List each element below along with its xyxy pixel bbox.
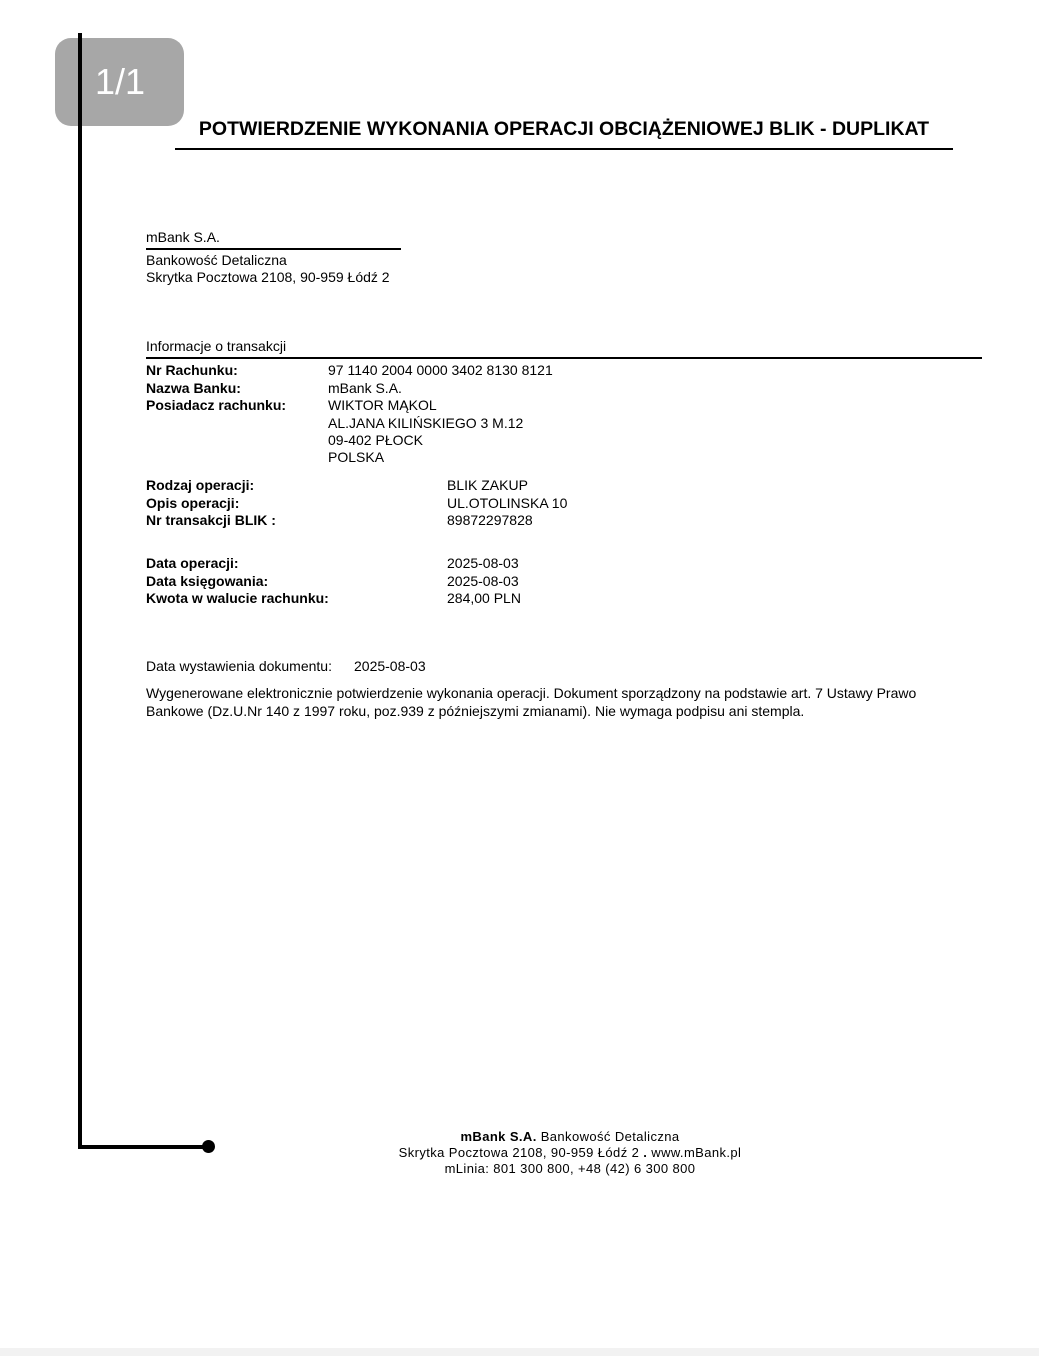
booking-date-value: 2025-08-03 (447, 573, 519, 589)
bank-name-value: mBank S.A. (328, 380, 402, 396)
viewer-bottom-strip (0, 1348, 1039, 1356)
blik-transaction-label: Nr transakcji BLIK : (146, 512, 276, 528)
legal-note: Wygenerowane elektronicznie potwierdzenie wykonania operacji. Dokument sporządzony na podstawie art. 7 Ustawy Prawo Bankowe (Dz.U.Nr 140 z 1997 roku, poz.939 z późniejszymi zmianami). Nie wymaga podpisu ani stempla. (146, 685, 917, 719)
decorative-dot (202, 1140, 215, 1153)
operation-type-value: BLIK ZAKUP (447, 477, 528, 493)
holder-line: POLSKA (328, 449, 385, 465)
footer-website-link[interactable]: www.mBank.pl (651, 1145, 742, 1160)
footer (360, 1129, 780, 1177)
holder-line: 09-402 PŁOCK (328, 432, 423, 448)
footer-separator: . (639, 1145, 652, 1160)
footer-address: Skrytka Pocztowa 2108, 90-959 Łódź 2 (398, 1145, 640, 1160)
holder-line: WIKTOR MĄKOL (328, 397, 437, 413)
operation-date-label: Data operacji: (146, 555, 239, 571)
title-underline (175, 148, 953, 150)
amount-value: 284,00 PLN (447, 590, 521, 606)
document-title: POTWIERDZENIE WYKONANIA OPERACJI OBCIĄŻENIOWEJ BLIK - DUPLIKAT (198, 118, 930, 140)
bank-name-label: Nazwa Banku: (146, 380, 241, 396)
operation-date-value: 2025-08-03 (447, 555, 519, 571)
footer-dept: Bankowość Detaliczna (536, 1129, 680, 1144)
decorative-horizontal-line (78, 1145, 211, 1149)
footer-line-2 (360, 1145, 780, 1161)
operation-type-label: Rodzaj operacji: (146, 477, 255, 493)
booking-date-label: Data księgowania: (146, 573, 269, 589)
sender-name: mBank S.A. (146, 229, 220, 245)
sender-address: Skrytka Pocztowa 2108, 90-959 Łódź 2 (146, 269, 390, 285)
issue-date-label: Data wystawienia dokumentu: (146, 658, 332, 674)
amount-label: Kwota w walucie rachunku: (146, 590, 329, 606)
sender-divider (146, 248, 401, 250)
blik-transaction-value: 89872297828 (447, 512, 533, 528)
operation-desc-label: Opis operacji: (146, 495, 240, 511)
section-label: Informacje o transakcji (146, 338, 287, 354)
account-number-value: 97 1140 2004 0000 3402 8130 8121 (328, 362, 553, 378)
issue-date-value: 2025-08-03 (354, 658, 426, 674)
sender-dept: Bankowość Detaliczna (146, 252, 287, 268)
footer-phone: mLinia: 801 300 800, +48 (42) 6 300 800 (444, 1161, 696, 1176)
section-divider (146, 357, 982, 359)
footer-bank-name: mBank S.A. (460, 1129, 537, 1144)
footer-line-1 (360, 1129, 780, 1145)
holder-line: AL.JANA KILIŃSKIEGO 3 M.12 (328, 415, 524, 431)
account-holder-label: Posiadacz rachunku: (146, 397, 287, 413)
operation-desc-value: UL.OTOLINSKA 10 (447, 495, 568, 511)
decorative-vertical-line (78, 33, 82, 1149)
account-number-label: Nr Rachunku: (146, 362, 238, 378)
page-indicator-badge: 1/1 (55, 38, 184, 126)
